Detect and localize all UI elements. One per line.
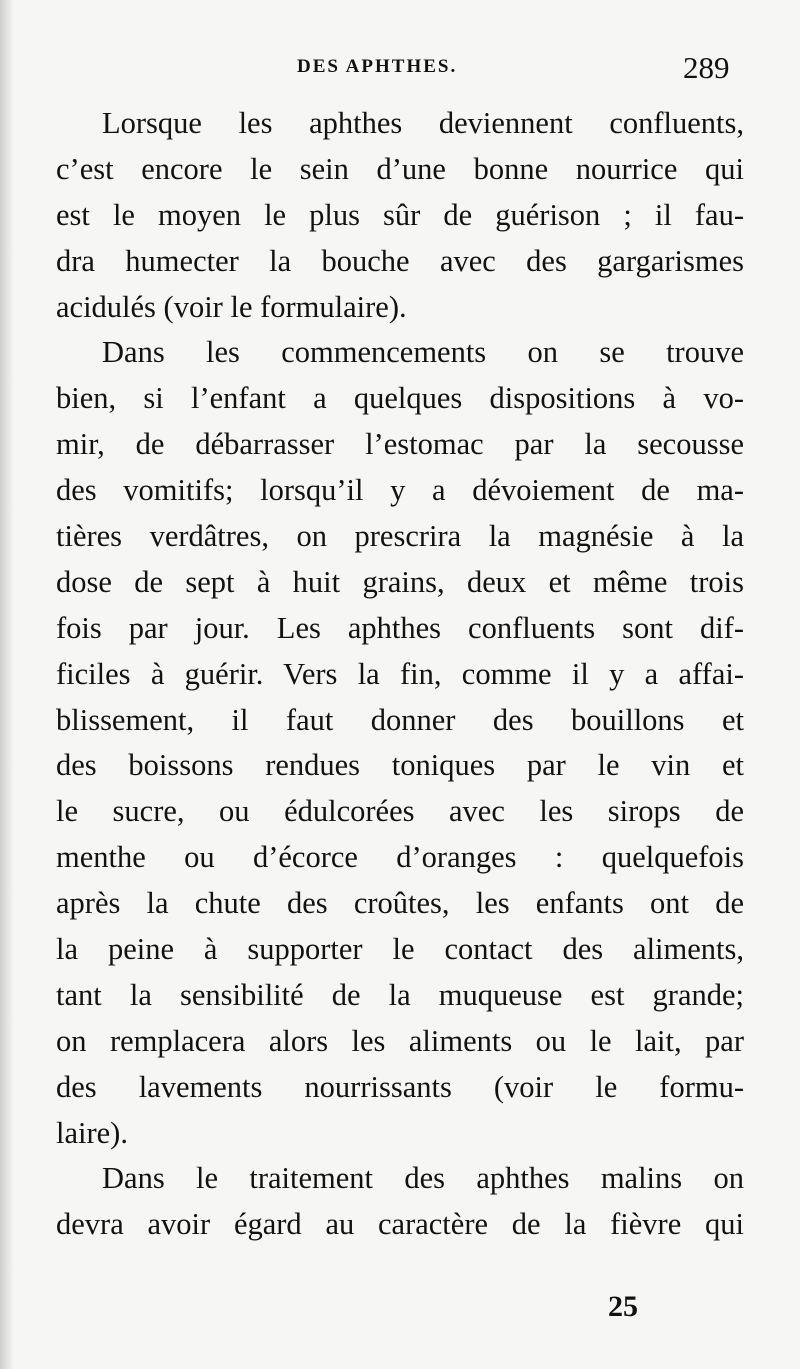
text-line: est le moyen le plus sûr de guérison ; il fau- [56, 197, 744, 232]
text-line: menthe ou d’écorce d’oranges : quelquefois [56, 840, 744, 875]
running-title: DES APHTHES. [297, 56, 458, 77]
text-line: le sucre, ou édulcorées avec les sirops de [56, 794, 744, 829]
body-text [56, 101, 744, 1248]
text-line: mir, de débarrasser l’estomac par la secousse [56, 427, 744, 462]
text-line: des boissons rendues toniques par le vin et [56, 748, 744, 783]
page-number: 289 [683, 50, 730, 85]
text-line: ficiles à guérir. Vers la fin, comme il y a affai- [56, 656, 744, 691]
text-line: on remplacera alors les aliments ou le lait, par [56, 1023, 744, 1058]
page-edge-shadow [0, 0, 14, 1369]
text-line: laire). [56, 1115, 128, 1150]
text-line: Dans le traitement des aphthes malins on [102, 1161, 744, 1196]
text-line: tières verdâtres, on prescrira la magnésie à la [56, 519, 744, 554]
text-line: Lorsque les aphthes deviennent confluents, [102, 106, 744, 140]
text-line: dose de sept à huit grains, deux et même trois [56, 564, 744, 599]
text-line: blissement, il faut donner des bouillons et [56, 702, 744, 737]
text-line: Dans les commencements on se trouve [102, 335, 744, 370]
text-line: c’est encore le sein d’une bonne nourrice qui [56, 151, 744, 186]
signature-mark: 25 [608, 1290, 638, 1323]
text-line: acidulés (voir le formulaire). [56, 289, 407, 324]
text-line: devra avoir égard au caractère de la fièvre qui [56, 1207, 744, 1242]
running-head [0, 52, 800, 88]
text-line: bien, si l’enfant a quelques dispositions à vo- [56, 381, 744, 416]
text-line: dra humecter la bouche avec des gargarismes [56, 243, 744, 278]
text-line: des lavements nourrissants (voir le formu- [56, 1069, 744, 1104]
text-line: la peine à supporter le contact des aliments, [56, 932, 744, 967]
text-line: après la chute des croûtes, les enfants ont de [56, 886, 744, 921]
text-line: des vomitifs; lorsqu’il y a dévoiement de ma- [56, 473, 744, 508]
text-line: fois par jour. Les aphthes confluents sont dif- [56, 610, 744, 645]
text-line: tant la sensibilité de la muqueuse est grande; [56, 977, 744, 1012]
